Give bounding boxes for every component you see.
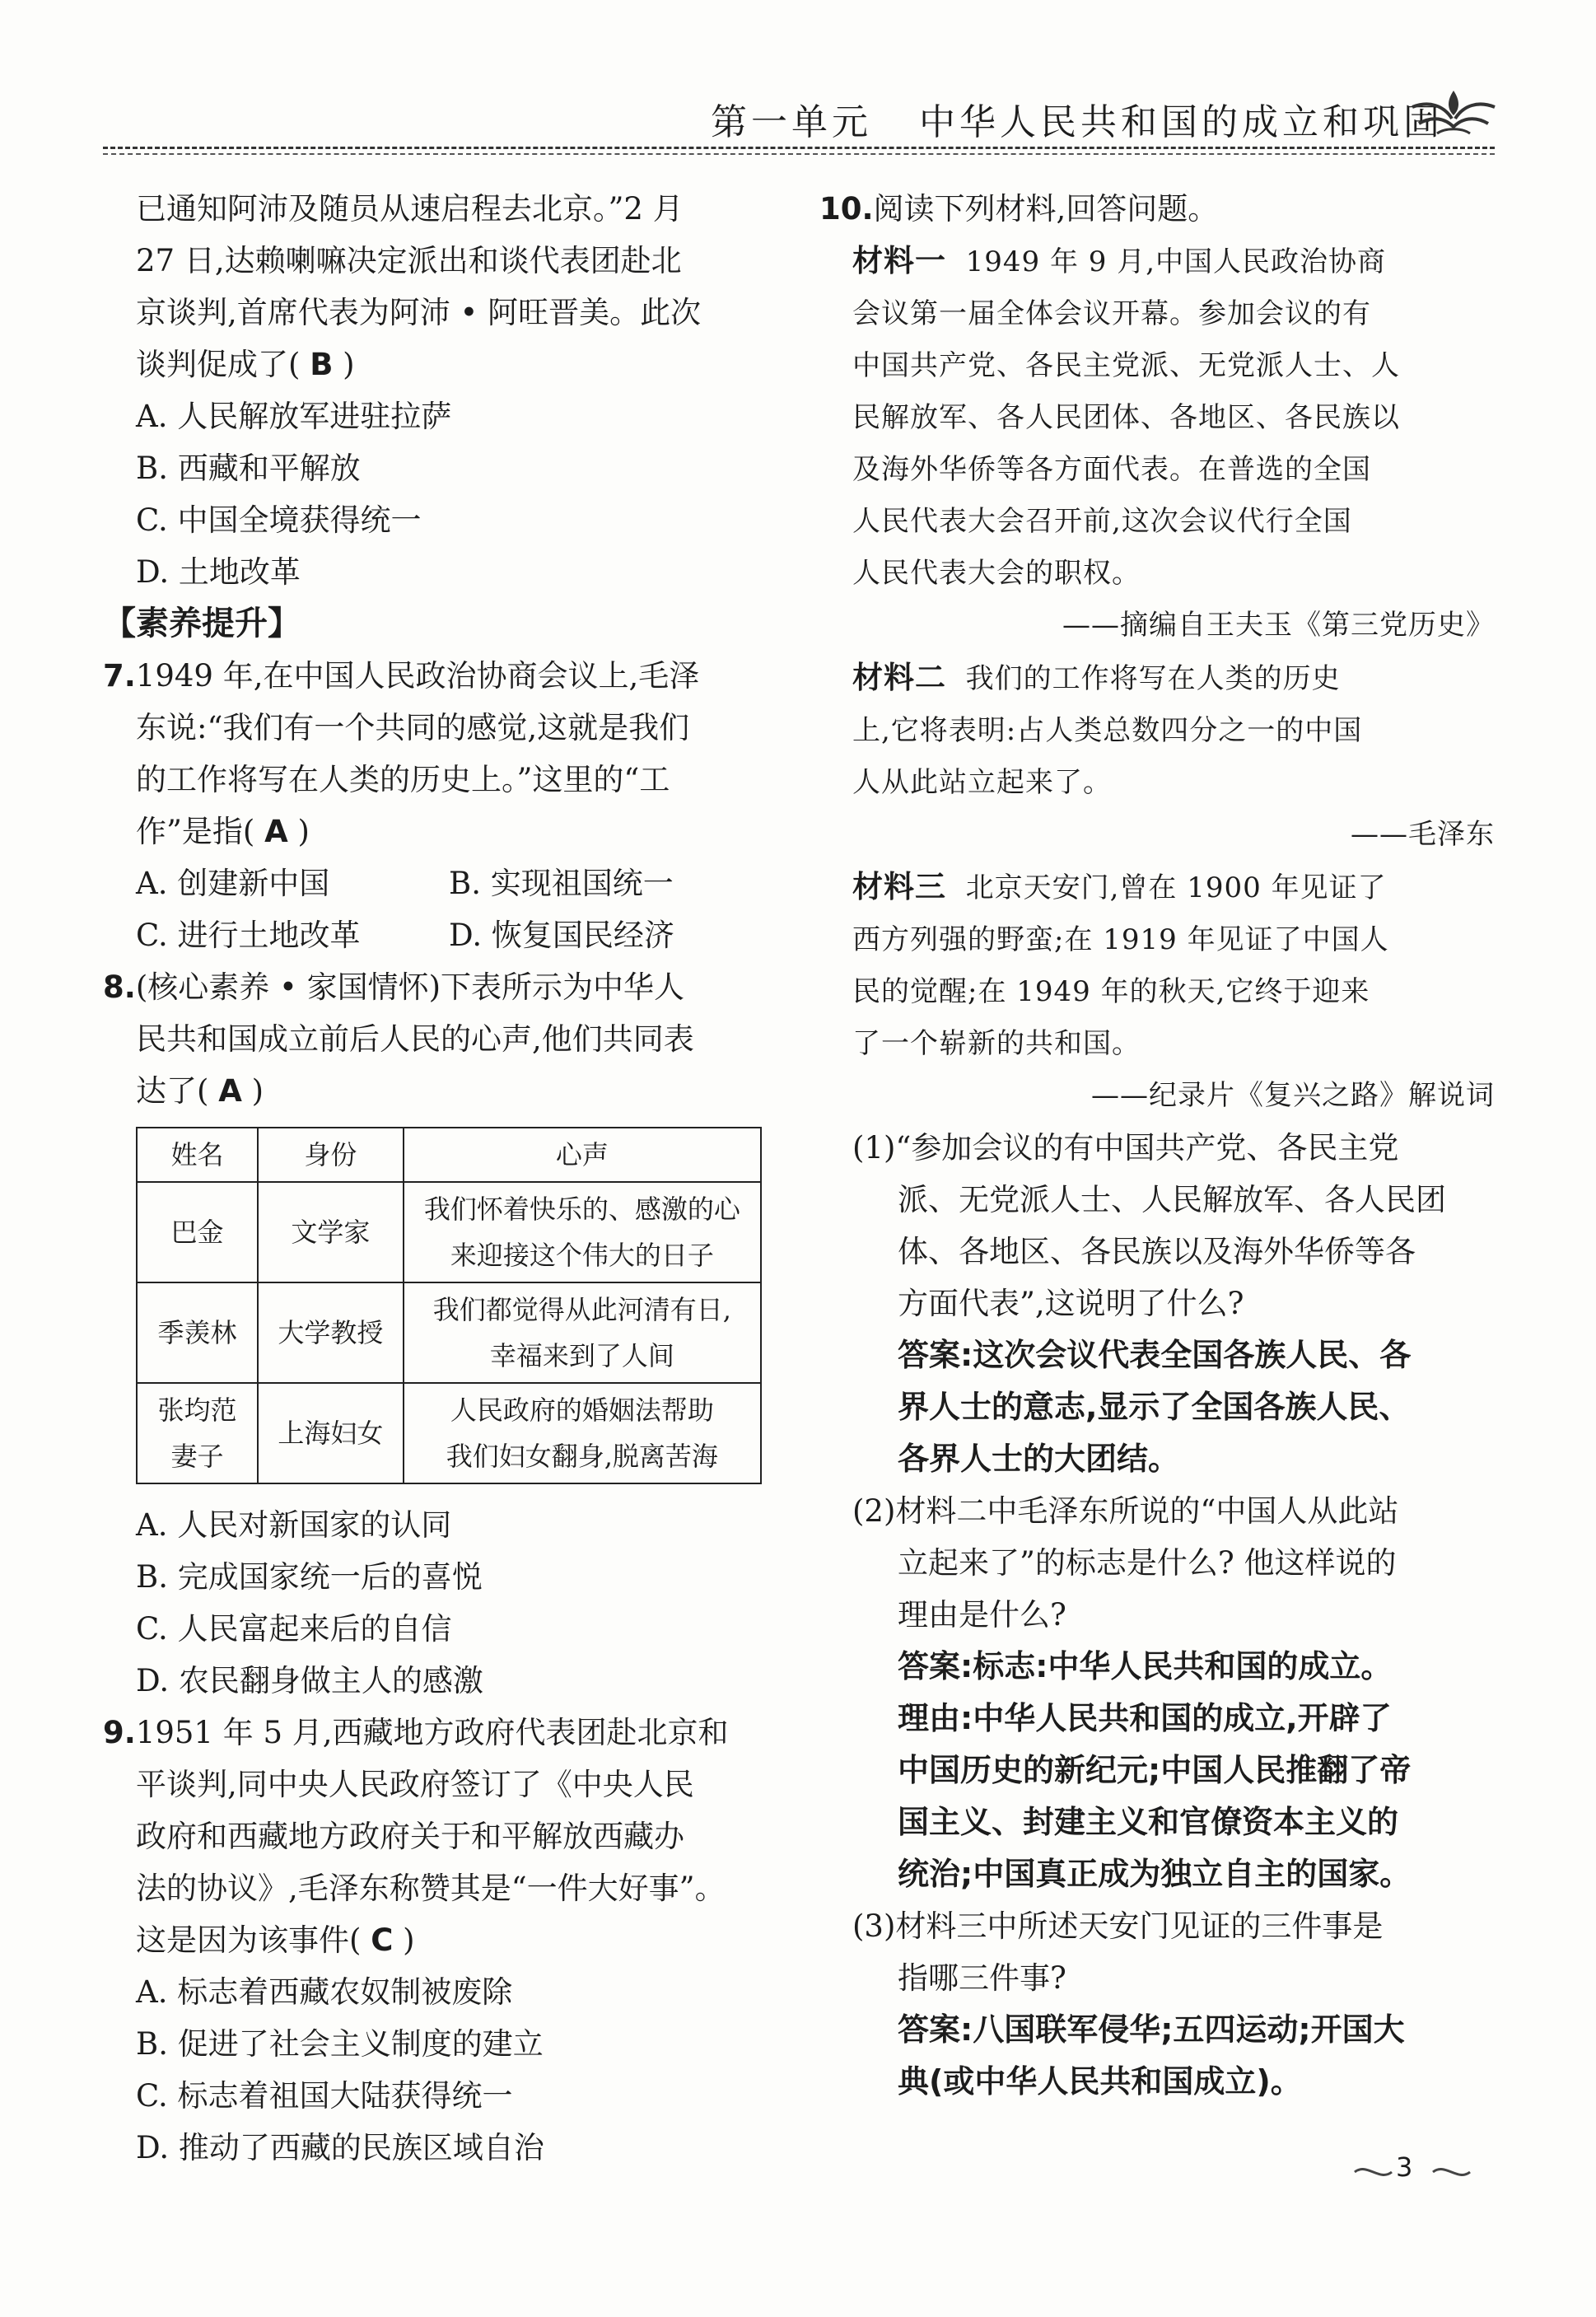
q10-number: 10.: [819, 191, 874, 227]
material-3-line: 西方列强的野蛮;在 1919 年见证了中国人: [852, 923, 1389, 956]
table-row: 巴金 文学家 我们怀着快乐的、感激的心 来迎接这个伟大的日子: [137, 1182, 761, 1282]
q8-option-d: D. 农民翻身做主人的感激: [136, 1663, 483, 1698]
q9-option-b: B. 促进了社会主义制度的建立: [136, 2026, 544, 2062]
q8-number: 8.: [103, 969, 136, 1005]
q10-stem: 10.阅读下列材料,回答问题。: [819, 191, 1219, 227]
sub-question-1: 派、无党派人士、人民解放军、各人民团: [898, 1182, 1446, 1217]
unit-title: 中华人民共和国的成立和巩固: [918, 101, 1444, 143]
header-divider: [103, 147, 1495, 149]
answer-2: 统治;中国真正成为独立自主的国家。: [898, 1856, 1412, 1892]
material-1-line: 会议第一届全体会议开幕。参加会议的有: [852, 297, 1371, 330]
material-1-label: 材料一: [852, 243, 946, 278]
q8-option-a: A. 人民对新国家的认同: [136, 1507, 452, 1543]
answer-2: 国主义、封建主义和官僚资本主义的: [898, 1804, 1399, 1840]
q7-line: 7.1949 年,在中国人民政治协商会议上,毛泽: [103, 658, 700, 694]
q8-option-b: B. 完成国家统一后的喜悦: [136, 1559, 483, 1595]
q6-line: 已通知阿沛及随员从速启程去北京。”2 月: [136, 191, 684, 227]
q9-line: 这是因为该事件( C ): [136, 1922, 415, 1958]
sub-question-1: (1)“参加会议的有中国共产党、各民主党: [852, 1130, 1399, 1166]
table-header-voice: 心声: [404, 1128, 761, 1182]
q9-option-d: D. 推动了西藏的民族区域自治: [136, 2130, 544, 2165]
q7-option-d: D. 恢复国民经济: [449, 918, 674, 953]
right-column: [819, 183, 1495, 2108]
material-2-source: ——毛泽东: [1351, 818, 1495, 851]
q6-line: 27 日,达赖喇嘛决定派出和谈代表团赴北: [136, 243, 682, 278]
answer-1: 答案:这次会议代表全国各族人民、各: [898, 1337, 1412, 1373]
q9-line: 政府和西藏地方政府关于和平解放西藏办: [136, 1819, 684, 1854]
material-1-line: 人民代表大会召开前,这次会议代行全国: [852, 505, 1352, 538]
material-1-line: 民解放军、各人民团体、各地区、各民族以: [852, 401, 1400, 434]
material-2-line: 材料二 我们的工作将写在人类的历史: [852, 660, 1341, 695]
q7-option-c: C. 进行土地改革: [136, 918, 361, 953]
q7-option-b: B. 实现祖国统一: [449, 866, 674, 901]
table-row: 季羡林 大学教授 我们都觉得从此河清有日, 幸福来到了人间: [137, 1282, 761, 1383]
table-row: 张均范 妻子 上海妇女 人民政府的婚姻法帮助 我们妇女翻身,脱离苦海: [137, 1383, 761, 1483]
q9-line: 法的协议》,毛泽东称赞其是“一件大好事”。: [136, 1871, 726, 1906]
q7-option-a: A. 创建新中国: [136, 866, 330, 901]
material-1-source: ——摘编自王夫玉《第三党历史》: [1062, 609, 1495, 642]
table-header-role: 身份: [258, 1128, 404, 1182]
q7-line: 作”是指( A ): [136, 814, 310, 849]
page-number: 3: [1396, 2151, 1413, 2183]
header-divider-2: [103, 153, 1495, 155]
q6-line: 京谈判,首席代表为阿沛 • 阿旺晋美。此次: [136, 295, 702, 330]
material-3-line: 材料三 北京天安门,曾在 1900 年见证了: [852, 869, 1387, 904]
material-1-line: 中国共产党、各民主党派、无党派人士、人: [852, 349, 1400, 382]
q9-option-c: C. 标志着祖国大陆获得统一: [136, 2078, 513, 2114]
q8-answer: A: [218, 1073, 242, 1109]
page-header: [711, 92, 1444, 145]
q7-line: 东说:“我们有一个共同的感觉,这就是我们: [136, 710, 690, 745]
left-column: [103, 183, 762, 2174]
leaf-ornament-icon: [1404, 82, 1503, 140]
q6-option-c: C. 中国全境获得统一: [136, 502, 422, 538]
q6-option-d: D. 土地改革: [136, 554, 301, 590]
q6-option-b: B. 西藏和平解放: [136, 451, 361, 486]
q9-line: 平谈判,同中央人民政府签订了《中央人民: [136, 1767, 694, 1802]
answer-2: 中国历史的新纪元;中国人民推翻了帝: [898, 1752, 1412, 1788]
q8-line: 8.(核心素养 • 家国情怀)下表所示为中华人: [103, 969, 685, 1005]
answer-3: 答案:八国联军侵华;五四运动;开国大: [898, 2011, 1405, 2048]
sub-question-1: 方面代表”,这说明了什么?: [898, 1286, 1244, 1321]
material-3-source: ——纪录片《复兴之路》解说词: [1091, 1079, 1495, 1112]
answer-3: 典(或中华人民共和国成立)。: [898, 2063, 1302, 2100]
q7-options-row: [103, 857, 762, 909]
material-3-line: 民的觉醒;在 1949 年的秋天,它终于迎来: [852, 975, 1370, 1008]
q9-number: 9.: [103, 1715, 136, 1750]
q6-option-a: A. 人民解放军进驻拉萨: [136, 399, 452, 434]
sub-question-2: 理由是什么?: [898, 1597, 1066, 1633]
q8-option-c: C. 人民富起来后的自信: [136, 1611, 452, 1647]
material-2-line: 人从此站立起来了。: [852, 766, 1112, 799]
q6-line: 谈判促成了( B ): [136, 347, 355, 382]
answer-2: 答案:标志:中华人民共和国的成立。: [898, 1648, 1393, 1684]
material-1-line: 人民代表大会的职权。: [852, 557, 1141, 590]
sub-question-3: (3)材料三中所述天安门见证的三件事是: [852, 1908, 1384, 1944]
material-1-line: 及海外华侨等各方面代表。在普选的全国: [852, 453, 1371, 486]
answer-1: 界人士的意志,显示了全国各族人民、: [898, 1389, 1411, 1425]
sub-question-1: 体、各地区、各民族以及海外华侨等各: [898, 1234, 1416, 1269]
section-title: 【素养提升】: [103, 605, 301, 642]
q9-line: 9.1951 年 5 月,西藏地方政府代表团赴北京和: [103, 1715, 729, 1750]
material-2-line: 上,它将表明:占人类总数四分之一的中国: [852, 714, 1363, 747]
material-3-line: 了一个崭新的共和国。: [852, 1027, 1141, 1060]
sub-question-2: (2)材料二中毛泽东所说的“中国人从此站: [852, 1493, 1399, 1529]
unit-label: 第一单元: [711, 101, 872, 143]
q9-option-a: A. 标志着西藏农奴制被废除: [136, 1974, 513, 2010]
material-2-label: 材料二: [852, 660, 946, 695]
q8-line: 民共和国成立前后人民的心声,他们共同表: [136, 1021, 694, 1057]
q8-table: [136, 1127, 762, 1484]
q7-options-row: [103, 909, 762, 961]
table-header-name: 姓名: [137, 1128, 258, 1182]
q7-number: 7.: [103, 658, 136, 694]
q9-answer: C: [371, 1922, 394, 1958]
q8-line: 达了( A ): [136, 1073, 264, 1109]
material-1-line: 材料一 1949 年 9 月,中国人民政治协商: [852, 243, 1387, 278]
q7-answer: A: [264, 814, 288, 849]
q6-answer: B: [310, 347, 334, 382]
material-3-label: 材料三: [852, 869, 946, 904]
sub-question-3: 指哪三件事?: [898, 1960, 1066, 1996]
sub-question-2: 立起来了”的标志是什么? 他这样说的: [898, 1545, 1397, 1581]
answer-1: 各界人士的大团结。: [898, 1441, 1180, 1477]
answer-2: 理由:中华人民共和国的成立,开辟了: [898, 1700, 1392, 1736]
q7-line: 的工作将写在人类的历史上。”这里的“工: [136, 762, 670, 797]
